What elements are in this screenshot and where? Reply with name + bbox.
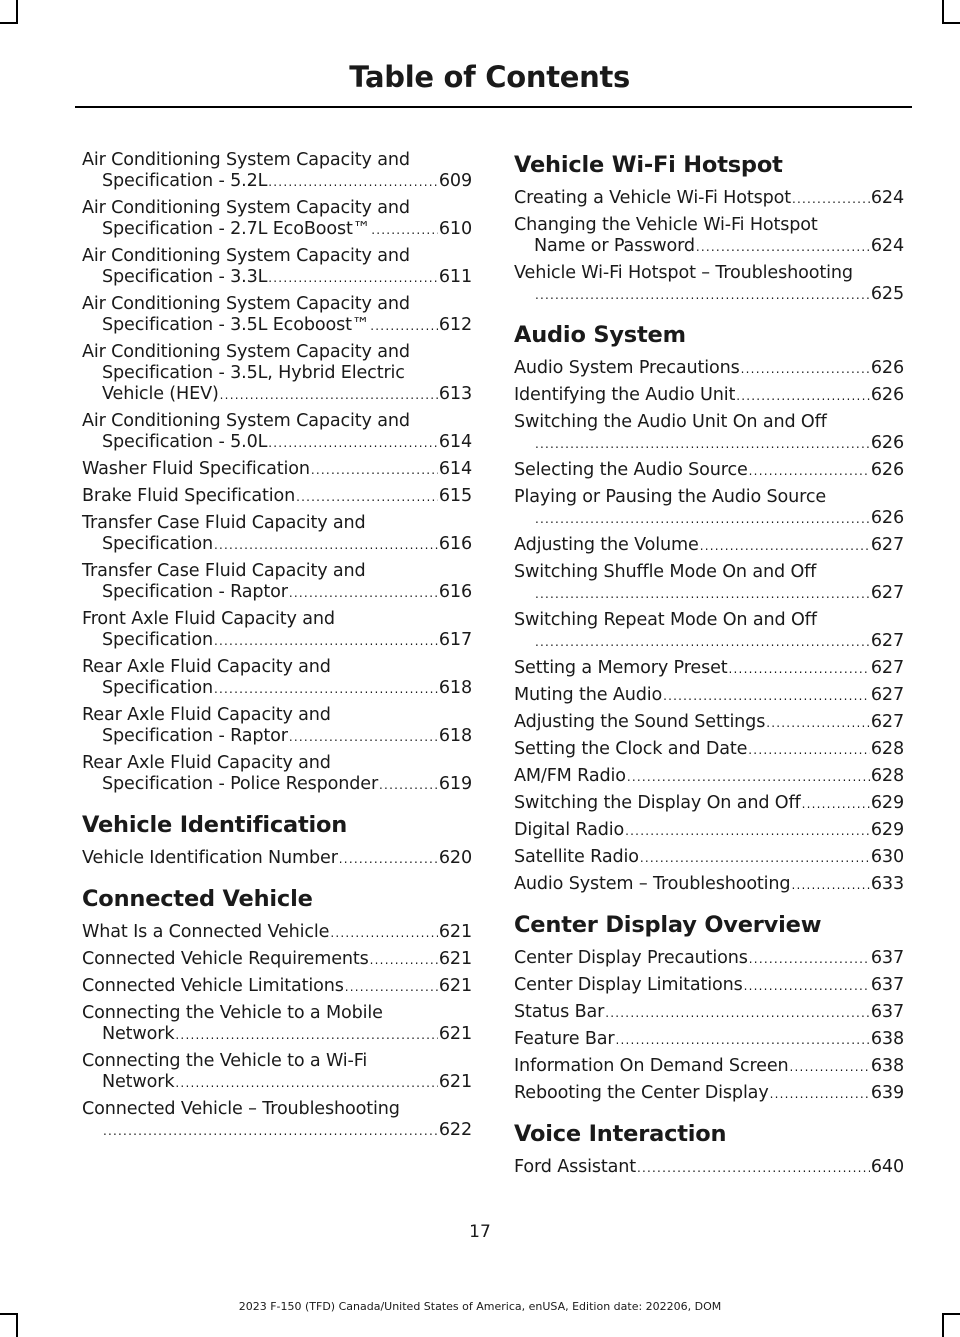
dot-leader [379, 775, 438, 796]
entry-page-number: 626 [870, 460, 904, 480]
dot-leader [625, 821, 870, 842]
entry-page-number: 612 [438, 315, 472, 335]
entry-leader-row [514, 631, 904, 653]
toc-column-left [82, 150, 472, 1156]
entry-page-number: 614 [438, 459, 472, 479]
entry-title-line: Air Conditioning System Capacity and [82, 294, 410, 314]
dot-leader [330, 923, 438, 944]
dot-leader [214, 535, 438, 556]
entry-title: Ford Assistant [514, 1157, 636, 1177]
entry-page-number: 611 [438, 267, 472, 287]
dot-leader [749, 949, 870, 970]
entry-title: Specification [102, 630, 214, 650]
entry-title-line: Connecting the Vehicle to a Wi-Fi [82, 1051, 368, 1071]
dot-leader [370, 950, 438, 971]
entry-title: Digital Radio [514, 820, 625, 840]
dot-leader [535, 632, 870, 653]
toc-entry[interactable] [514, 487, 904, 530]
entry-title: Vehicle (HEV) [102, 384, 219, 404]
entry-page-number: 616 [438, 534, 472, 554]
entry-page-number: 628 [870, 739, 904, 759]
dot-leader [175, 1025, 437, 1046]
toc-entry[interactable] [514, 712, 904, 734]
entry-title: What Is a Connected Vehicle [82, 922, 330, 942]
entry-page-number: 624 [870, 236, 904, 256]
dot-leader [616, 1030, 870, 1051]
entry-title: Vehicle Identification Number [82, 848, 338, 868]
entry-title-line: Vehicle Wi-Fi Hotspot – Troubleshooting [514, 263, 853, 283]
dot-leader [535, 285, 870, 306]
entry-page-number: 629 [870, 793, 904, 813]
dot-leader [770, 1084, 870, 1105]
dot-leader [268, 268, 438, 289]
entry-page-number: 613 [438, 384, 472, 404]
entry-title: Switching the Display On and Off [514, 793, 801, 813]
entry-title: Center Display Limitations [514, 975, 743, 995]
toc-entry[interactable] [82, 1051, 472, 1094]
entry-title-line: Front Axle Fluid Capacity and [82, 609, 335, 629]
crop-mark [0, 1313, 16, 1315]
entry-leader-row [514, 685, 904, 707]
entry-leader-row [514, 460, 904, 482]
entry-title: Specification - Raptor [102, 582, 288, 602]
entry-leader-row [82, 171, 472, 193]
dot-leader [640, 848, 870, 869]
entry-title: Specification - Police Responder [102, 774, 379, 794]
toc-entry[interactable] [514, 1056, 904, 1078]
dot-leader [744, 976, 870, 997]
entry-title-line: Connected Vehicle – Troubleshooting [82, 1099, 400, 1119]
entry-title-line: Air Conditioning System Capacity and [82, 342, 410, 362]
toc-section [82, 810, 472, 870]
dot-leader [535, 434, 870, 455]
toc-entry[interactable] [514, 820, 904, 842]
section-heading: Vehicle Identification [82, 812, 348, 838]
entry-leader-row [514, 1083, 904, 1105]
toc-entry[interactable] [82, 657, 472, 700]
toc-entry[interactable] [514, 358, 904, 380]
toc-entry[interactable] [82, 459, 472, 481]
crop-mark [0, 22, 16, 24]
dot-leader [339, 849, 438, 870]
entry-leader-row [514, 535, 904, 557]
section-heading: Audio System [514, 322, 686, 348]
entry-leader-row [514, 739, 904, 761]
entry-title: AM/FM Radio [514, 766, 626, 786]
entry-page-number: 621 [438, 1024, 472, 1044]
toc-entry[interactable] [514, 685, 904, 707]
dot-leader [289, 727, 438, 748]
dot-leader [311, 460, 438, 481]
entry-title: Identifying the Audio Unit [514, 385, 736, 405]
entry-leader-row [82, 1024, 472, 1046]
toc-entry[interactable] [514, 658, 904, 680]
toc-entry[interactable] [82, 922, 472, 944]
entry-leader-row [514, 874, 904, 896]
entry-title: Information On Demand Screen [514, 1056, 789, 1076]
entry-page-number: 627 [870, 712, 904, 732]
entry-leader-row [514, 975, 904, 997]
entry-title-line: Air Conditioning System Capacity and [82, 411, 410, 431]
entry-page-number: 627 [870, 535, 904, 555]
toc-entry[interactable] [82, 513, 472, 556]
dot-leader [220, 385, 438, 406]
crop-mark [16, 0, 18, 24]
entry-title: Center Display Precautions [514, 948, 748, 968]
entry-leader-row [82, 949, 472, 971]
entry-page-number: 626 [870, 508, 904, 528]
entry-leader-row [514, 284, 904, 306]
dot-leader [736, 386, 870, 407]
dot-leader [748, 740, 870, 761]
entry-page-number: 620 [438, 848, 472, 868]
entry-title: Specification - 3.5L Ecoboost™ [102, 315, 370, 335]
toc-entry[interactable] [514, 874, 904, 896]
toc-entry[interactable] [82, 294, 472, 337]
section-heading: Voice Interaction [514, 1121, 727, 1147]
dot-leader [605, 1003, 870, 1024]
entry-page-number: 618 [438, 678, 472, 698]
entry-page-number: 640 [870, 1157, 904, 1177]
entry-title-line: Playing or Pausing the Audio Source [514, 487, 827, 507]
dot-leader [175, 1073, 437, 1094]
dot-leader [289, 583, 438, 604]
toc-section [514, 150, 904, 306]
entry-title-line: Rear Axle Fluid Capacity and [82, 753, 331, 773]
dot-leader [790, 1057, 870, 1078]
crop-mark [944, 1313, 960, 1315]
entry-leader-row [82, 315, 472, 337]
toc-section [82, 884, 472, 1142]
dot-leader [268, 172, 438, 193]
entry-title-line: Switching Shuffle Mode On and Off [514, 562, 817, 582]
toc-entry[interactable] [82, 246, 472, 289]
toc-entry[interactable] [514, 215, 904, 258]
toc-entry[interactable] [514, 766, 904, 788]
entry-page-number: 610 [438, 219, 472, 239]
entry-title: Setting a Memory Preset [514, 658, 728, 678]
dot-leader [696, 237, 870, 258]
entry-title: Status Bar [514, 1002, 605, 1022]
entry-title: Rebooting the Center Display [514, 1083, 769, 1103]
entry-leader-row [514, 1002, 904, 1024]
entry-title: Adjusting the Volume [514, 535, 699, 555]
entry-leader-row [82, 630, 472, 652]
toc-entry[interactable] [82, 976, 472, 998]
entry-leader-row [82, 678, 472, 700]
crop-mark [16, 1313, 18, 1337]
section-heading: Center Display Overview [514, 912, 822, 938]
entry-page-number: 621 [438, 922, 472, 942]
entry-page-number: 638 [870, 1029, 904, 1049]
entry-leader-row [82, 976, 472, 998]
entry-title: Muting the Audio [514, 685, 663, 705]
entry-leader-row [514, 433, 904, 455]
toc-column-right [514, 150, 904, 1193]
toc-entry[interactable] [514, 610, 904, 653]
dot-leader [637, 1158, 870, 1179]
entry-page-number: 629 [870, 820, 904, 840]
dot-leader [345, 977, 438, 998]
entry-leader-row [514, 583, 904, 605]
toc-entry[interactable] [514, 562, 904, 605]
entry-title-line: Rear Axle Fluid Capacity and [82, 657, 331, 677]
entry-title: Satellite Radio [514, 847, 639, 867]
dot-leader [214, 679, 438, 700]
entry-leader-row [82, 726, 472, 748]
dot-leader [741, 359, 870, 380]
entry-leader-row [514, 508, 904, 530]
entry-title: Selecting the Audio Source [514, 460, 748, 480]
entry-page-number: 637 [870, 948, 904, 968]
toc-entry[interactable] [514, 1083, 904, 1105]
entry-page-number: 621 [438, 949, 472, 969]
entry-title: Network [102, 1024, 175, 1044]
header-divider [75, 106, 912, 108]
toc-entry[interactable] [82, 1003, 472, 1046]
entry-leader-row [82, 459, 472, 481]
toc-entry[interactable] [514, 975, 904, 997]
dot-leader [268, 433, 438, 454]
entry-leader-row [82, 774, 472, 796]
entry-leader-row [514, 1157, 904, 1179]
entry-title: Connected Vehicle Requirements [82, 949, 369, 969]
entry-leader-row [82, 534, 472, 556]
entry-title: Audio System – Troubleshooting [514, 874, 791, 894]
entry-title: Brake Fluid Specification [82, 486, 296, 506]
entry-leader-row [82, 384, 472, 406]
entry-page-number: 638 [870, 1056, 904, 1076]
toc-entry[interactable] [514, 263, 904, 306]
entry-page-number: 626 [870, 385, 904, 405]
toc-entry[interactable] [82, 150, 472, 193]
entry-leader-row [82, 1072, 472, 1094]
dot-leader [792, 189, 870, 210]
entry-page-number: 627 [870, 583, 904, 603]
page-title: Table of Contents [349, 60, 630, 94]
entry-title-line: Air Conditioning System Capacity and [82, 246, 410, 266]
toc-section [82, 150, 472, 796]
entry-leader-row [514, 948, 904, 970]
dot-leader [700, 536, 870, 557]
toc-section [514, 910, 904, 1105]
entry-title: Network [102, 1072, 175, 1092]
toc-entry[interactable] [514, 385, 904, 407]
entry-title: Adjusting the Sound Settings [514, 712, 766, 732]
entry-page-number: 627 [870, 685, 904, 705]
entry-leader-row [82, 432, 472, 454]
entry-leader-row [514, 188, 904, 210]
dot-leader [791, 875, 869, 896]
section-heading: Vehicle Wi-Fi Hotspot [514, 152, 783, 178]
entry-leader-row [514, 1029, 904, 1051]
entry-page-number: 628 [870, 766, 904, 786]
dot-leader [535, 584, 870, 605]
entry-leader-row [82, 1120, 472, 1142]
entry-page-number: 621 [438, 1072, 472, 1092]
dot-leader [663, 686, 870, 707]
entry-title: Creating a Vehicle Wi-Fi Hotspot [514, 188, 791, 208]
entry-page-number: 637 [870, 1002, 904, 1022]
entry-title: Setting the Clock and Date [514, 739, 748, 759]
entry-title-line: Switching the Audio Unit On and Off [514, 412, 827, 432]
entry-page-number: 619 [438, 774, 472, 794]
dot-leader [370, 316, 438, 337]
toc-section [514, 1119, 904, 1179]
entry-title: Specification [102, 534, 214, 554]
toc-entry[interactable] [514, 739, 904, 761]
dot-leader [214, 631, 438, 652]
dot-leader [749, 461, 870, 482]
toc-entry[interactable] [514, 847, 904, 869]
entry-leader-row [514, 793, 904, 815]
entry-page-number: 614 [438, 432, 472, 452]
entry-title-line: Air Conditioning System Capacity and [82, 198, 410, 218]
toc-entry[interactable] [514, 948, 904, 970]
dot-leader [103, 1121, 438, 1142]
entry-page-number: 618 [438, 726, 472, 746]
entry-title: Specification - 2.7L EcoBoost™ [102, 219, 371, 239]
entry-title-line: Switching Repeat Mode On and Off [514, 610, 817, 630]
entry-title-line: Transfer Case Fluid Capacity and [82, 513, 366, 533]
entry-page-number: 639 [870, 1083, 904, 1103]
toc-entry[interactable] [82, 609, 472, 652]
toc-entry[interactable] [514, 460, 904, 482]
toc-entry[interactable] [82, 411, 472, 454]
entry-title-line: Connecting the Vehicle to a Mobile [82, 1003, 383, 1023]
toc-entry[interactable] [82, 561, 472, 604]
entry-title-line: Air Conditioning System Capacity and [82, 150, 410, 170]
toc-section [514, 320, 904, 896]
entry-leader-row [82, 219, 472, 241]
entry-title: Specification - 5.0L [102, 432, 268, 452]
entry-title: Name or Password [534, 236, 695, 256]
entry-page-number: 637 [870, 975, 904, 995]
section-heading: Connected Vehicle [82, 886, 313, 912]
crop-mark [944, 22, 960, 24]
entry-leader-row [514, 1056, 904, 1078]
entry-leader-row [514, 766, 904, 788]
entry-title: Specification - 5.2L [102, 171, 268, 191]
toc-entry[interactable] [82, 198, 472, 241]
entry-page-number: 616 [438, 582, 472, 602]
entry-title-line: Changing the Vehicle Wi-Fi Hotspot [514, 215, 818, 235]
entry-page-number: 624 [870, 188, 904, 208]
entry-leader-row [82, 267, 472, 289]
entry-page-number: 630 [870, 847, 904, 867]
toc-entry[interactable] [82, 1099, 472, 1142]
dot-leader [802, 794, 870, 815]
entry-title: Specification - Raptor [102, 726, 288, 746]
dot-leader [627, 767, 870, 788]
entry-page-number: 625 [870, 284, 904, 304]
entry-leader-row [514, 385, 904, 407]
toc-entry[interactable] [82, 949, 472, 971]
entry-leader-row [82, 486, 472, 508]
entry-page-number: 626 [870, 433, 904, 453]
entry-page-number: 633 [870, 874, 904, 894]
dot-leader [535, 509, 870, 530]
entry-page-number: 617 [438, 630, 472, 650]
entry-leader-row [514, 358, 904, 380]
entry-page-number: 627 [870, 631, 904, 651]
toc-entry[interactable] [514, 1029, 904, 1051]
entry-leader-row [514, 658, 904, 680]
toc-entry[interactable] [82, 753, 472, 796]
entry-title: Feature Bar [514, 1029, 615, 1049]
entry-page-number: 621 [438, 976, 472, 996]
entry-page-number: 627 [870, 658, 904, 678]
dot-leader [766, 713, 870, 734]
entry-page-number: 609 [438, 171, 472, 191]
toc-entry[interactable] [514, 412, 904, 455]
entry-page-number: 626 [870, 358, 904, 378]
entry-title-line: Transfer Case Fluid Capacity and [82, 561, 366, 581]
entry-leader-row [514, 236, 904, 258]
entry-leader-row [82, 848, 472, 870]
toc-entry[interactable] [82, 342, 472, 406]
entry-leader-row [514, 847, 904, 869]
entry-title-line: Specification - 3.5L, Hybrid Electric [102, 363, 405, 383]
toc-entry[interactable] [82, 848, 472, 870]
crop-mark [942, 1313, 944, 1337]
entry-title: Connected Vehicle Limitations [82, 976, 344, 996]
crop-mark [942, 0, 944, 24]
toc-entry[interactable] [514, 1002, 904, 1024]
entry-page-number: 615 [438, 486, 472, 506]
toc-entry[interactable] [82, 486, 472, 508]
entry-leader-row [82, 582, 472, 604]
entry-leader-row [514, 712, 904, 734]
page-number: 17 [469, 1222, 491, 1242]
toc-entry[interactable] [82, 705, 472, 748]
dot-leader [296, 487, 438, 508]
entry-title: Specification [102, 678, 214, 698]
entry-title-line: Rear Axle Fluid Capacity and [82, 705, 331, 725]
dot-leader [371, 220, 438, 241]
dot-leader [729, 659, 870, 680]
entry-leader-row [82, 922, 472, 944]
entry-title: Audio System Precautions [514, 358, 740, 378]
toc-entry[interactable] [514, 188, 904, 210]
entry-title: Specification - 3.3L [102, 267, 268, 287]
toc-entry[interactable] [514, 535, 904, 557]
toc-entry[interactable] [514, 793, 904, 815]
toc-entry[interactable] [514, 1157, 904, 1179]
footer-edition-info: 2023 F-150 (TFD) Canada/United States of America, enUSA, Edition date: 202206, DOM [238, 1300, 722, 1313]
entry-leader-row [514, 820, 904, 842]
entry-title: Washer Fluid Specification [82, 459, 310, 479]
entry-page-number: 622 [438, 1120, 472, 1140]
